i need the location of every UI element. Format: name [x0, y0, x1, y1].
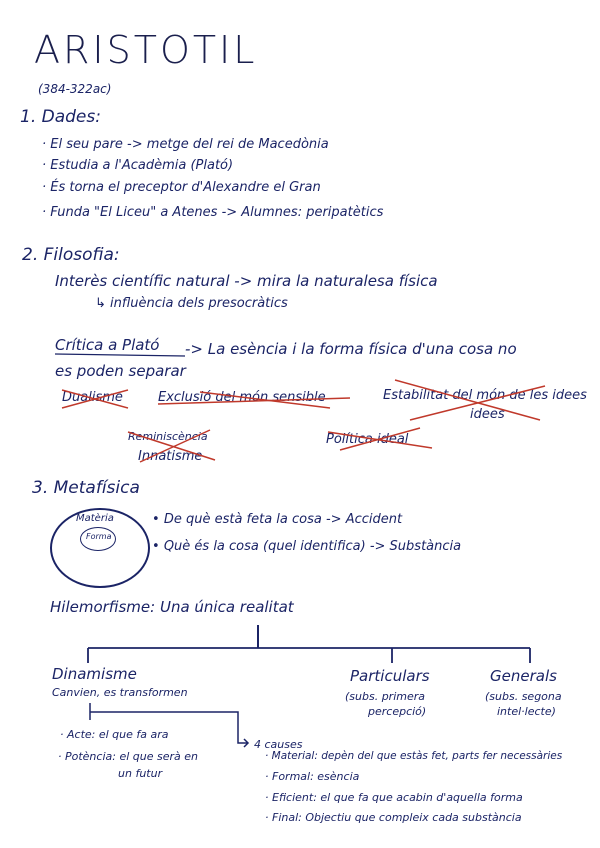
generals-sub1: (subs. segona — [485, 690, 562, 703]
dinamisme-sub: Canvien, es transformen — [52, 686, 188, 699]
generals-label: Generals — [490, 667, 557, 685]
dinamisme-label: Dinamisme — [52, 665, 137, 683]
dates-label: (384-322ac) — [38, 82, 112, 96]
potencia-item-line2: un futur — [118, 767, 163, 780]
crossed-estabilitat: Estabilitat del món de les idees — [383, 388, 587, 403]
crossed-exclusio: Exclusió del món sensible — [158, 390, 326, 405]
dades-item: · El seu pare -> metge del rei de Macedònia — [42, 137, 329, 152]
causes-item: · Material: depèn del que estàs fet, parts fer necessàries — [265, 750, 563, 762]
filosofia-line1: Interès científic natural -> mira la naturalesa física — [55, 272, 438, 290]
forma-label: Forma — [86, 532, 112, 541]
metafisica-bullet1: • De què està feta la cosa -> Accident — [152, 512, 403, 527]
dades-item: · Funda "El Liceu" a Atenes -> Alumnes: peripatètics — [42, 205, 384, 220]
particulars-label: Particulars — [350, 667, 430, 685]
dades-item: · És torna el preceptor d'Alexandre el Gran — [42, 180, 321, 195]
dades-item: · Estudia a l'Acadèmia (Plató) — [42, 158, 234, 173]
causes-label: 4 causes — [254, 738, 303, 751]
causes-item: · Formal: esència — [265, 770, 360, 783]
particulars-sub2: percepció) — [368, 705, 427, 718]
generals-sub2: intel·lecte) — [497, 705, 556, 718]
critica-label: Crítica a Plató — [55, 336, 160, 354]
causes-item: · Eficient: el que fa que acabin d'aquella forma — [265, 791, 523, 804]
section-heading-metafisica: 3. Metafísica — [32, 478, 140, 498]
hilemorfisme-heading: Hilemorfisme: Una única realitat — [50, 598, 294, 616]
filosofia-line2: ↳ influència dels presocràtics — [95, 296, 288, 311]
crossed-innatisme: Innatisme — [138, 449, 203, 464]
crossed-estabilitat-line2: idees — [470, 407, 505, 422]
critica-line2: es poden separar — [55, 362, 186, 380]
causes-item: · Final: Objectiu que compleix cada substància — [265, 811, 522, 824]
particulars-sub1: (subs. primera — [345, 690, 426, 703]
section-heading-dades: 1. Dades: — [20, 107, 101, 127]
crossed-reminiscencia: Reminiscència — [128, 430, 208, 443]
acte-item: · Acte: el que fa ara — [60, 728, 169, 741]
materia-label: Matèria — [76, 513, 114, 524]
critica-rest: -> La esència i la forma física d'una cosa no — [185, 340, 517, 358]
section-heading-filosofia: 2. Filosofia: — [22, 245, 120, 265]
metafisica-bullet2: • Què és la cosa (quel identifica) -> Substància — [152, 539, 462, 554]
crossed-politica: Política ideal — [326, 432, 409, 447]
page-title: ARISTOTIL — [34, 28, 258, 72]
potencia-item: · Potència: el que serà en — [58, 750, 198, 763]
crossed-dualisme: Dualisme — [62, 390, 123, 405]
